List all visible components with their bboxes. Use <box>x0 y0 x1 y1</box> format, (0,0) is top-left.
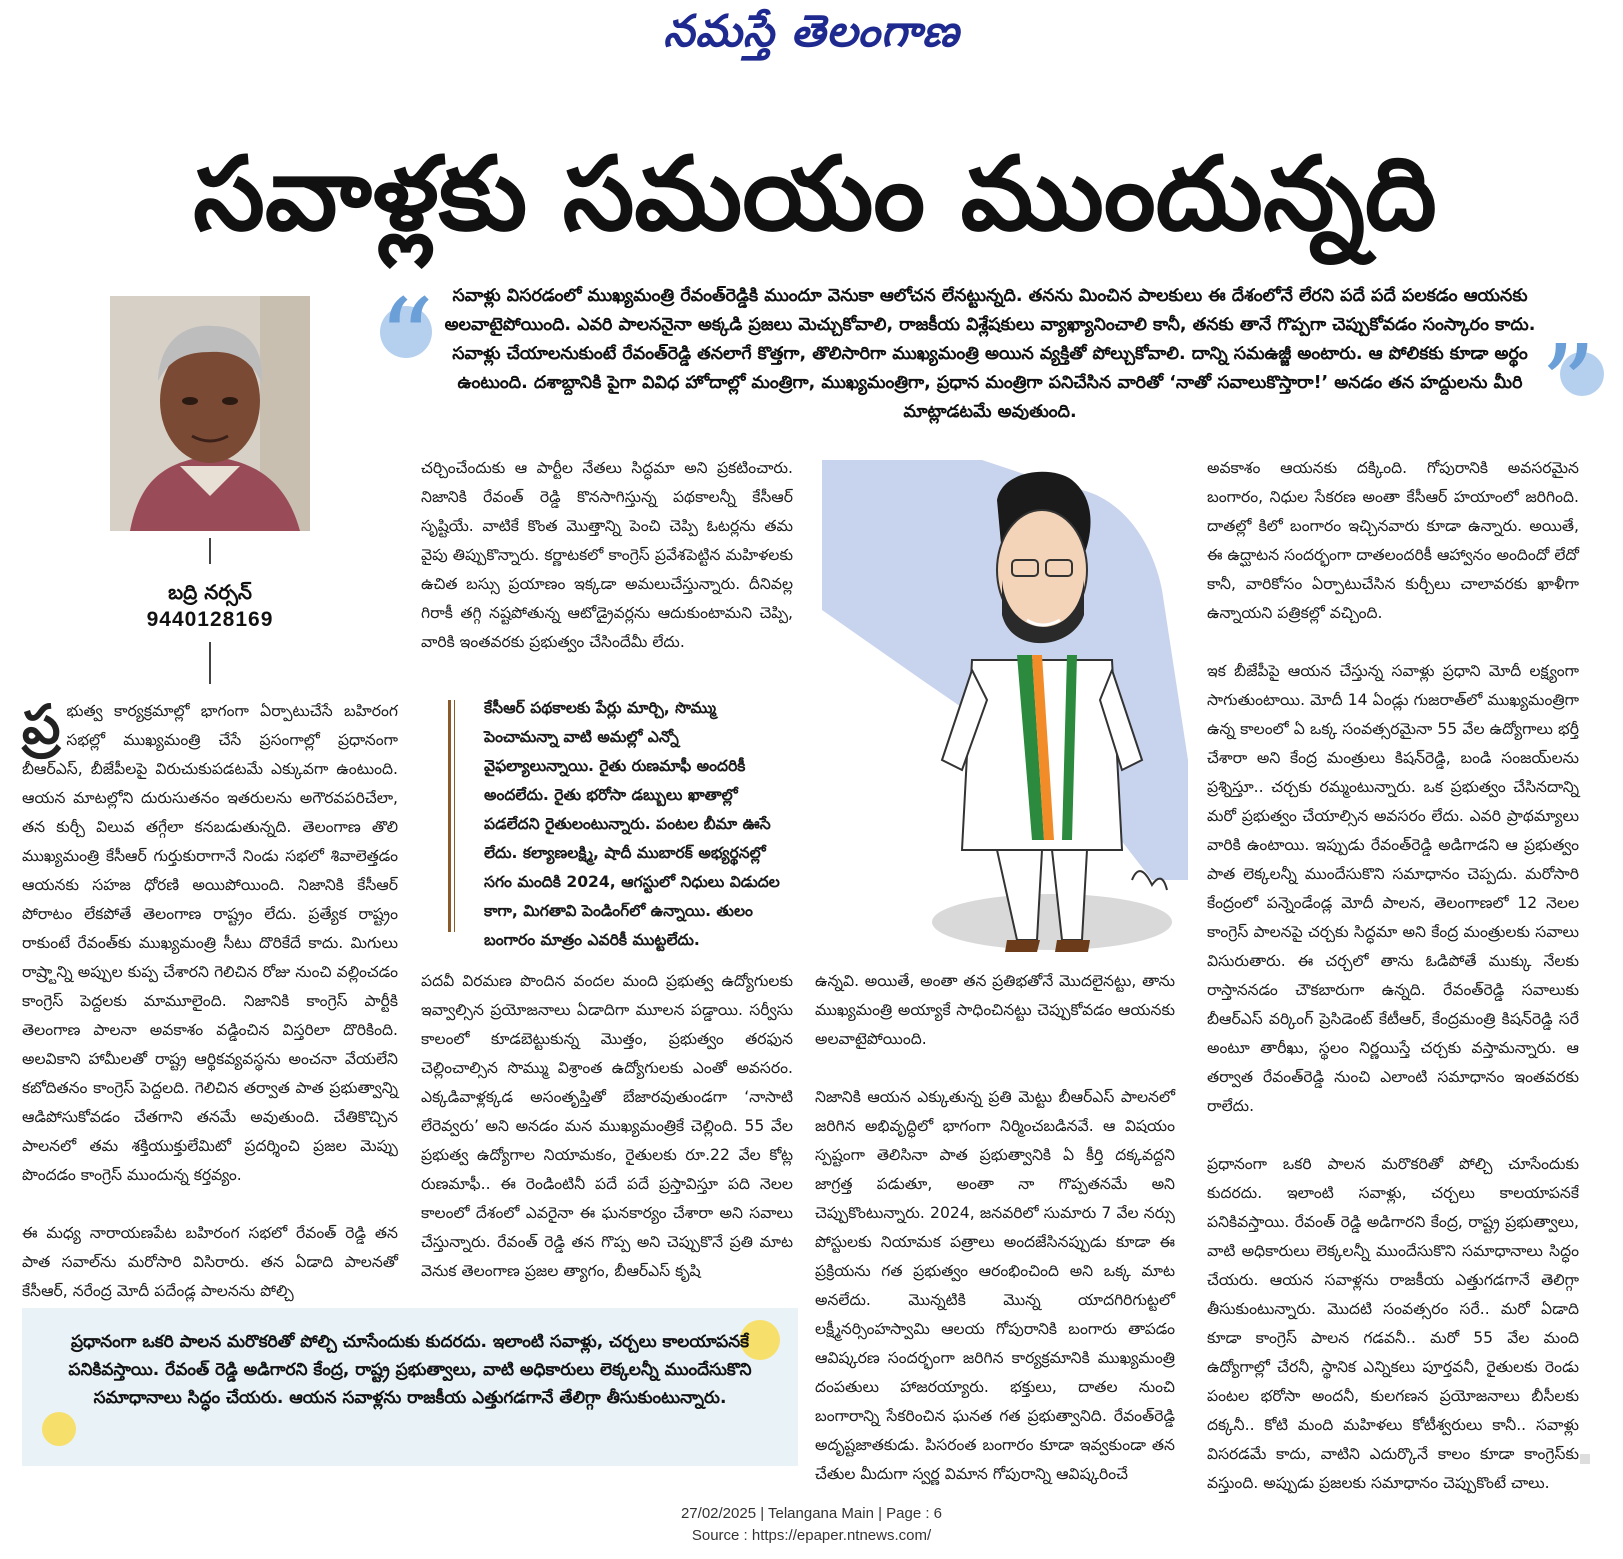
end-mark <box>1580 1454 1590 1464</box>
pullquote-circle-left <box>42 1412 76 1446</box>
col1-p1-text: భుత్వ కార్యక్రమాల్లో భాగంగా ఏర్పాటుచేసే బహిరంగ సభల్లో ముఖ్యమంత్రి చేసే ప్రసంగాల్లో ప్రధానంగా బీఆర్‌ఎస్, బీజేపీలపై విరుచుకుపడటమే ఎక్కువగా ఉంటుంది. ఆయన మాటల్లోని దురుసుతనం ఇతరులను అగౌరవపరిచేలా, తన కుర్చీ విలువ తగ్గేలా కనబడుతున్నది. తెలంగాణ తొలి ముఖ్యమంత్రి కేసీఆర్ గుర్తుకురాగానే నిండు సభలో శివాలెత్తడం ఆయనకు సహజ ధోరణి అయిపోయింది. నిజానికి కేసీఆర్ పోరాటం లేకపోతే తెలంగాణ రాష్ట్రం లేదు. ప్రత్యేక రాష్ట్రం రాకుంటే రేవంత్‌కు ముఖ్యమంత్రి సీటు దొరికేదే కాదు. మిగులు రాష్ర్టాన్ని అప్పుల కుప్ప చేశారని గెలిచిన రోజు నుంచి వల్లించడం కాంగ్రెస్ పెద్దలకు మామూలైంది. నిజానికి కాంగ్రెస్ పార్టీకి తెలంగాణ పాలనా అవకాశం వడ్డించిన విస్తరిలా దొరికింది. అలవికాని హామీలతో రాష్ట్ర ఆర్థికవ్యవస్థను అంచనా వేయలేని కబోదితనం కాంగ్రెస్ పెద్దలది. గెలిచిన తర్వాత పాత ప్రభుత్వాన్ని ఆడిపోసుకోవడం చేతగాని తనమే అవుతుంది. చేతికొచ్చిన పాలనలో తమ శక్తియుక్తులేమిటో ప్రదర్శించి ప్రజల మెప్పు పొందడం కాంగ్రెస్ ముందున్న కర్తవ్యం. <box>22 702 398 1184</box>
author-divider-bottom <box>209 642 211 684</box>
author-divider-top <box>209 538 211 564</box>
open-quote-icon: “ <box>378 275 435 403</box>
headline: సవాళ్లకు సమయం ముందున్నది <box>193 135 1437 254</box>
col1-paragraph-1 <box>22 693 398 1190</box>
cartoon-illustration <box>822 460 1188 960</box>
col4-paragraph-2: ఇక బీజేపీపై ఆయన చేస్తున్న సవాళ్లు ప్రధాని మోదీ లక్ష్యంగా సాగుతుంటాయి. మోదీ 14 ఏండ్లు గుజరాత్‌లో ముఖ్యమంత్రిగా ఉన్న కాలంలో ఏ ఒక్క సంవత్సరమైనా 55 వేల ఉద్యోగాలు భర్తీ చేశారా అని కేంద్ర మంత్రులు కిషన్‌రెడ్డి, బండి సంజయ్‌లను ప్రశ్నిస్తూ.. చర్చకు రమ్మంటున్నారు. ఒక ప్రభుత్వం చేసినదాన్ని మరో ప్రభుత్వం చేయాల్సిన అవసరం లేదు. ఎవరి ప్రాథమ్యాలు వారికి ఉంటాయి. ఇప్పుడు రేవంత్‌రెడ్డి అడిగాడని ఆ ప్రభుత్వం పాత లెక్కలన్నీ ముందేసుకొని సమాధానం చెప్పదు. మరోసారి కేంద్రంలో పన్నెండేండ్ల మోదీ పాలన, తెలంగాణలో 12 నెలల కాంగ్రెస్ పాలనపై చర్చకు సిద్ధమా అని కేంద్ర మంత్రులకు సవాలు విసురుతారు. ఈ చర్చలో తాను ఓడిపోతే ముక్కు నేలకు రాస్తాననడం చౌకబారుగా ఉన్నది. రేవంత్‌రెడ్డి సవాలుకు బీఆర్‌ఎస్ వర్కింగ్ ప్రెసిడెంట్ కేటీఆర్, కేంద్రమంత్రి కిషన్‌రెడ్డి సరే అంటూ తారీఖు, స్థలం నిర్ణయిస్తే చర్చకు వస్తామన్నారు. ఆ తర్వాత రేవంత్‌రెడ్డి నుంచి ఎలాంటి సమాధానం ఇంతవరకు రాలేదు. <box>1207 662 1579 1115</box>
footer-date-page: 27/02/2025 | Telangana Main | Page : 6 <box>680 1505 943 1522</box>
column-2-lower <box>421 967 793 1286</box>
author-photo <box>110 296 310 531</box>
close-quote-icon: ” <box>1540 321 1597 449</box>
col2-paragraph-2: పదవీ విరమణ పొందిన వందల మంది ప్రభుత్వ ఉద్యోగులకు ఇవ్వాల్సిన ప్రయోజనాలు ఏడాదిగా మూలన పడ్డాయి. సర్వీసు కాలంలో కూడబెట్టుకున్న మొత్తం, ప్రభుత్వం తరఫున చెల్లించాల్సిన సొమ్ము విశ్రాంత ఉద్యోగులకు ఎంతో అవసరం. ఎక్కడివాళ్లక్కడ అసంతృప్తితో బేజారవుతుండగా ‘నాసాటి లేరెవ్వరు’ అని అనడం మన ముఖ్యమంత్రికే చెల్లింది. 55 వేల ప్రభుత్వ ఉద్యోగాల నియామకం, రైతులకు రూ.22 వేల కోట్ల రుణమాఫీ.. ఈ రెండింటినీ పదే పదే ప్రస్తావిస్తూ పది నెలల కాలంలో దేశంలో ఎవరైనా ఈ ఘనకార్యం చేశారా అని సవాలు చేస్తున్నారు. రేవంత్ రెడ్డి తన గొప్ప అని చెప్పుకొనే ప్రతి మాట వెనుక తెలంగాణ ప్రజల త్యాగం, బీఆర్‌ఎస్ కృషి <box>421 972 793 1280</box>
column-4 <box>1207 454 1579 1498</box>
author-name: బద్రి నర్సన్ <box>168 580 252 604</box>
column-2 <box>421 454 793 657</box>
callout-quote: కేసీఆర్ పథకాలకు పేర్లు మార్చి, సొమ్ము పెంచామన్నా వాటి అమల్లో ఎన్నో వైఫల్యాలున్నాయి. రైతు రుణమాఫీ అందరికీ అందలేదు. రైతు భరోసా డబ్బులు ఖాతాల్లో పడలేదని రైతులంటున్నారు. పంటల బీమా ఊసే లేదు. కల్యాణలక్ష్మి, షాదీ ముబారక్ అభ్యర్థనల్లో సగం మందికి 2024, ఆగస్టులో నిధులు విడుదల కాగా, మిగతావి పెండింగ్‌లో ఉన్నాయి. తులం బంగారం మాత్రం ఎవరికీ ముట్టలేదు. <box>484 699 780 949</box>
dropcap: ప్ర <box>22 693 61 756</box>
col2-paragraph-1: చర్చించేందుకు ఆ పార్టీల నేతలు సిద్ధమా అని ప్రకటించారు. నిజానికి రేవంత్ రెడ్డి కొనసాగిస్తున్న పథకాలన్నీ కేసీఆర్ సృష్టియే. వాటికే కొంత మొత్తాన్ని పెంచి చెప్పి ఓటర్లను తమ వైపు తిప్పుకొన్నారు. కర్ణాటకలో కాంగ్రెస్ ప్రవేశపెట్టిన మహిళలకు ఉచిత బస్సు ప్రయాణం ఇక్కడా అమలుచేస్తున్నారు. దీనివల్ల గిరాకీ తగ్గి నష్టపోతున్న ఆటోడ్రైవర్లను ఆదుకుంటామని చెప్పి, వారికి ఇంతవరకు ప్రభుత్వం చేసిందేమీ లేదు. <box>421 459 793 651</box>
col4-paragraph-1: అవకాశం ఆయనకు దక్కింది. గోపురానికి అవసరమైన బంగారం, నిధుల సేకరణ అంతా కేసీఆర్ హయాంలో జరిగింది. దాతల్లో కిలో బంగారం ఇచ్చినవారు కూడా ఉన్నారు. అయితే, ఈ ఉద్ఘాటన సందర్భంగా దాతలందరికీ ఆహ్వానం అందిందో లేదో కానీ, వారికోసం ఏర్పాటుచేసిన కుర్చీలు చాలావరకు ఖాళీగా ఉన్నాయని పత్రికల్లో వచ్చింది. <box>1207 459 1579 622</box>
col4-paragraph-3: ప్రధానంగా ఒకరి పాలన మరొకరితో పోల్చి చూసేందుకు కుదరదు. ఇలాంటి సవాళ్లు, చర్చలు కాలయాపనకే పనికివస్తాయి. రేవంత్ రెడ్డి అడిగారని కేంద్ర, రాష్ట్ర ప్రభుత్వాలు, వాటి అధికారులు లెక్కలన్నీ ముందేసుకొని సమాధానాలు సిద్ధం చేయరు. ఆయన సవాళ్లను రాజకీయ ఎత్తుగడగానే తెలిగ్గా తీసుకుంటున్నారు. మొదటి సంవత్సరం సరే.. మరో ఏడాది కూడా కాంగ్రెస్ పాలన గడవనీ.. మరో 55 వేల మంది ఉద్యోగాల్లో చేరనీ, స్థానిక ఎన్నికలు పూర్తవనీ, రైతులకు రెండు పంటల భరోసా అందనీ, కులగణన ప్రయోజనాలు బీసీలకు దక్కనీ.. కోటి మంది మహిళలు కోటీశ్వరులు కానీ.. సవాళ్లు విసరడమే కాదు, వాటిని ఎదుర్కొనే కాలం కూడా కాంగ్రెస్‌కు వస్తుంది. అప్పుడు ప్రజలకు సమాధానం చెప్పుకొంటే చాలు. <box>1207 1155 1579 1492</box>
intro-blurb: సవాళ్లు విసరడంలో ముఖ్యమంత్రి రేవంత్‌రెడ్డికి ముందూ వెనుకా ఆలోచన లేనట్టున్నది. తనను మించిన పాలకులు ఈ దేశంలోనే లేరని పదే పదే పలకడం ఆయనకు అలవాటైపోయింది. ఎవరి పాలననైనా అక్కడి ప్రజలు మెచ్చుకోవాలి, రాజకీయ విశ్లేషకులు వ్యాఖ్యానించాలి కానీ, తనకు తానే గొప్పగా చెప్పుకోవడం సంస్కారం కాదు. సవాళ్లు చేయాలనుకుంటే రేవంత్‌రెడ్డి తనలాగే కొత్తగా, తొలిసారిగా ముఖ్యమంత్రి అయిన వ్యక్తితో పోల్చుకోవాలి. దాన్ని సమఉజ్జీ అంటారు. ఆ పోలికకు కూడా అర్థం ఉంటుంది. దశాబ్దానికి పైగా వివిధ హోదాల్లో మంత్రిగా, ముఖ్యమంత్రిగా, ప్రధాన మంత్రిగా పనిచేసిన వారితో ‘నాతో సవాలుకొస్తారా!’ అనడం తన హద్దులను మీరి మాట్లాడటమే అవుతుంది. <box>444 286 1536 422</box>
callout-bar-thin <box>454 700 455 932</box>
masthead-logo: నమస్తే తెలంగాణ <box>663 6 960 57</box>
callout-bar <box>448 700 451 932</box>
column-3 <box>815 967 1175 1489</box>
author-phone: 9440128169 <box>146 608 274 631</box>
footer-source: Source : https://epaper.ntnews.com/ <box>691 1527 932 1544</box>
pullquote-text: ప్రధానంగా ఒకరి పాలన మరొకరితో పోల్చి చూసేందుకు కుదరదు. ఇలాంటి సవాళ్లు, చర్చలు కాలయాపనకే పనికివస్తాయి. రేవంత్ రెడ్డి అడిగారని కేంద్ర, రాష్ట్ర ప్రభుత్వాలు, వాటి అధికారులు లెక్కలన్నీ ముందేసుకొని సమాధానాలు సిద్ధం చేయరు. ఆయన సవాళ్లను రాజకీయ ఎత్తుగడగానే తేలిగ్గా తీసుకుంటున్నారు. <box>68 1332 752 1408</box>
col1-paragraph-2: ఈ మధ్య నారాయణపేట బహిరంగ సభలో రేవంత్ రెడ్డి తన పాత సవాల్‌ను మరోసారి విసిరారు. తన ఏడాది పాలనతో కేసీఆర్, నరేంద్ర మోదీ పదేండ్ల పాలనను పోల్చి <box>22 1224 398 1300</box>
col3-paragraph-2: నిజానికి ఆయన ఎక్కుతున్న ప్రతి మెట్టు బీఆర్‌ఎస్ పాలనలో జరిగిన అభివృద్ధిలో భాగంగా నిర్మించబడినవే. ఆ విషయం స్పష్టంగా తెలిసినా పాత ప్రభుత్వానికి ఏ కీర్తి దక్కవద్దని జాగ్రత్త పడుతూ, అంతా నా గొప్పతనమే అని చెప్పుకొంటున్నారు. 2024, జనవరిలో సుమారు 7 వేల నర్సు పోస్టులకు నియామక పత్రాలు అందజేసినప్పుడు కూడా ఈ ప్రక్రియను గత ప్రభుత్వం ఆరంభించింది అని ఒక్క మాట అనలేదు. మొన్నటికి మొన్న యాదగిరిగుట్టలో లక్ష్మీనర్సింహస్వామి ఆలయ గోపురానికి బంగారు తాపడం ఆవిష్కరణ సందర్భంగా జరిగిన కార్యక్రమానికి ముఖ్యమంత్రి దంపతులు హాజరయ్యారు. భక్తులు, దాతల నుంచి బంగారాన్ని సేకరించిన ఘనత గత ప్రభుత్వానిది. రేవంత్‌రెడ్డి అదృష్టజాతకుడు. పిసరంత బంగారం కూడా ఇవ్వకుండా తన చేతుల మీదుగా స్వర్ణ విమాన గోపురాన్ని ఆవిష్కరించే <box>815 1088 1175 1483</box>
col3-paragraph-1: ఉన్నవి. అయితే, అంతా తన ప్రతిభతోనే మొదలైనట్టు, తాను ముఖ్యమంత్రి అయ్యాకే సాధించినట్టు చెప్పుకోవడం ఆయనకు అలవాటైపోయింది. <box>815 972 1175 1048</box>
column-1 <box>22 693 398 1306</box>
